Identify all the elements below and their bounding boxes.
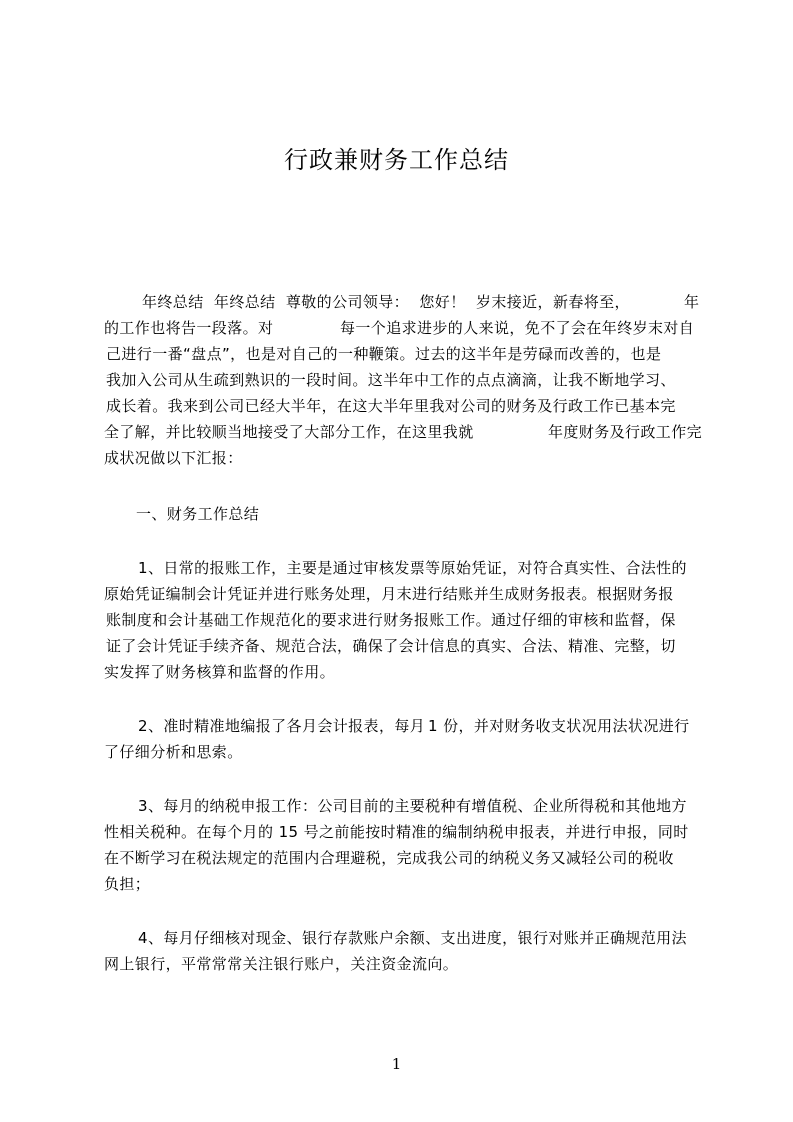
intro-line-4: 我加入公司从生疏到熟识的一段时间。这半年中工作的点点滴滴，让我不断地学习、	[106, 371, 676, 389]
intro-line-5: 成长着。我来到公司已经大半年，在这大半年里我对公司的财务及行政工作已基本完	[106, 397, 676, 415]
intro-line-1b: 年	[684, 293, 700, 311]
item4-line-2: 网上银行，平常常常关注银行账户，关注资金流向。	[104, 955, 459, 973]
item1-line-5: 实发挥了财务核算和监督的作用。	[104, 663, 336, 681]
intro-line-7: 成状况做以下汇报：	[104, 449, 243, 467]
item1-line-3: 账制度和会计基础工作规范化的要求进行财务报账工作。通过仔细的审核和监督，保	[106, 611, 676, 629]
item3-line-1: 3、每月的纳税申报工作：公司目前的主要税种有增值税、企业所得税和其他地方	[138, 797, 687, 815]
item3-line-4: 负担；	[104, 875, 151, 893]
item1-line-1: 1、日常的报账工作，主要是通过审核发票等原始凭证，对符合真实性、合法性的	[138, 559, 687, 577]
item1-line-4: 证了会计凭证手续齐备、规范合法，确保了会计信息的真实、合法、精准、完整，切	[106, 637, 676, 655]
item3-line-2: 性相关税种。在每个月的 15 号之前能按时精准的编制纳税申报表，并进行申报，同时	[104, 823, 689, 841]
intro-line-6a: 全了解，并比较顺当地接受了大部分工作，在这里我就	[104, 423, 474, 441]
page-number: 1	[391, 1055, 402, 1073]
intro-line-3: 己进行一番“盘点”，也是对自己的一种鞭策。过去的这半年是劳碌而改善的，也是	[106, 345, 662, 363]
intro-line-2b: 每一个追求进步的人来说，免不了会在年终岁末对自	[340, 319, 695, 337]
item1-line-2: 原始凭证编制会计凭证并进行账务处理，月末进行结账并生成财务报表。根据财务报	[104, 585, 674, 603]
intro-line-1a: 年终总结 年终总结 尊敬的公司领导： 您好！ 岁末接近，新春将至，	[142, 293, 630, 311]
intro-line-2a: 的工作也将告一段落。对	[104, 319, 274, 337]
item2-line-1b: 1 份，并对财务收支状况用法状况进行	[428, 717, 690, 735]
document-title: 行政兼财务工作总结	[284, 146, 509, 174]
section-heading-finance: 一、财务工作总结	[136, 505, 260, 523]
item2-line-2: 了仔细分析和思索。	[104, 743, 243, 761]
item3-line-3: 在不断学习在税法规定的范围内合理避税，完成我公司的纳税义务又减轻公司的税收	[104, 849, 674, 867]
item4-line-1: 4、每月仔细核对现金、银行存款账户余额、支出进度，银行对账并正确规范用法	[138, 929, 687, 947]
intro-line-6b: 年度财务及行政工作完	[548, 423, 703, 441]
item2-line-1a: 2、准时精准地编报了各月会计报表，每月	[138, 717, 426, 735]
